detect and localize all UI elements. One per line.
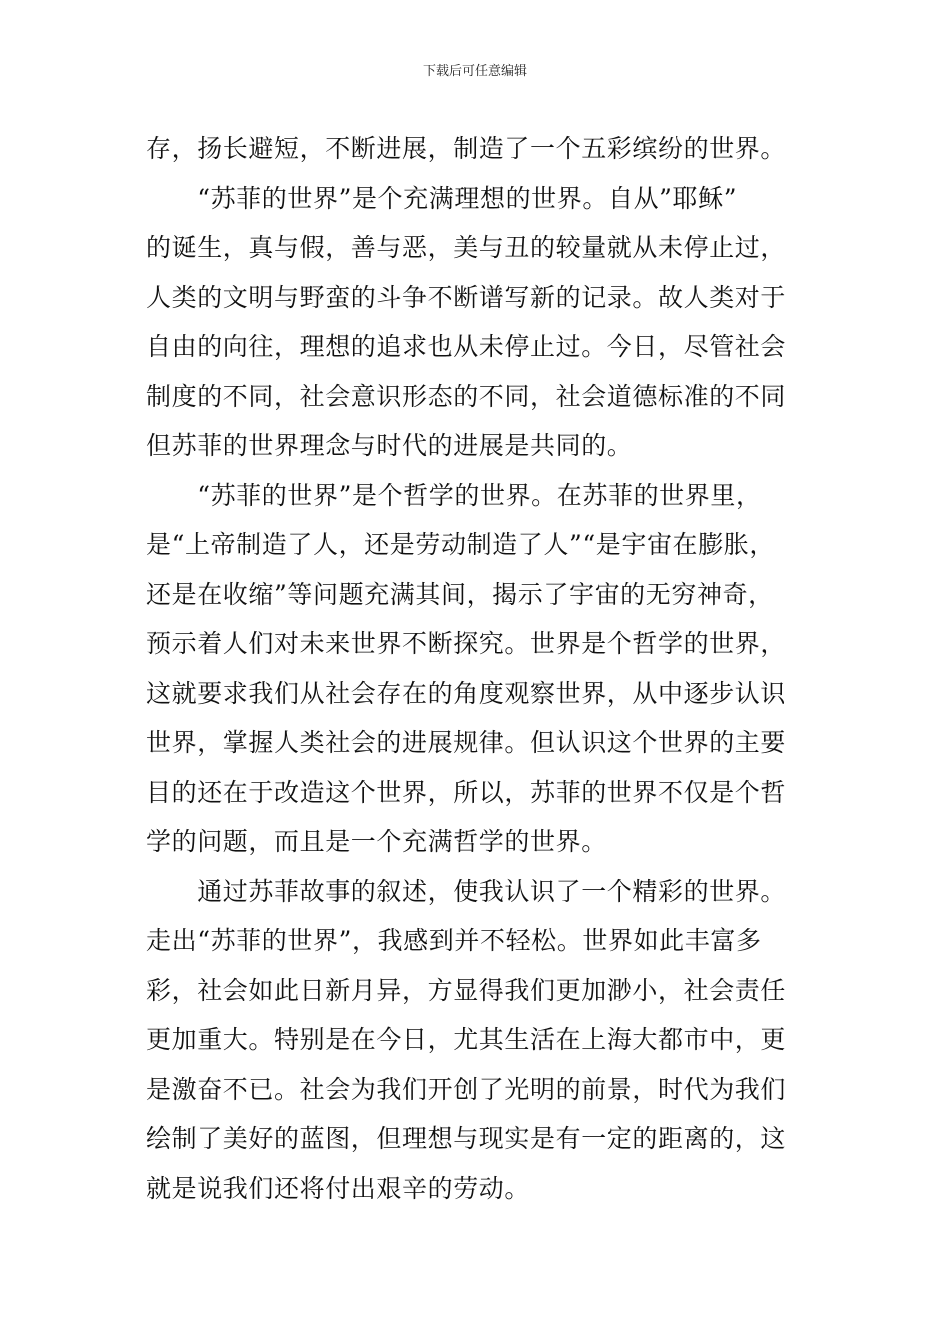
text-line: 学的问题，而且是一个充满哲学的世界。 [146, 827, 607, 856]
text-line: 走出“苏菲的世界”，我感到并不轻松。世界如此丰富多 [146, 926, 762, 955]
text-line: 但苏菲的世界理念与时代的进展是共同的。 [146, 431, 633, 460]
text-line: 目的还在于改造这个世界，所以，苏菲的世界不仅是个哲 [146, 777, 787, 807]
text-line: 彩，社会如此日新月异，方显得我们更加渺小，社会责任 [146, 975, 787, 1005]
text-line: 就是说我们还将付出艰辛的劳动。 [146, 1173, 531, 1203]
page-header: 下载后可任意编辑 [422, 64, 527, 79]
text-line: 更加重大。特别是在今日，尤其生活在上海大都市中，更 [146, 1025, 787, 1054]
text-line: 制度的不同，社会意识形态的不同，社会道德标准的不同 [146, 381, 787, 411]
text-line: 人类的文明与野蛮的斗争不断谱写新的记录。故人类对于 [146, 282, 787, 312]
text-line: 世界，掌握人类社会的进展规律。但认识这个世界的主要 [146, 728, 787, 757]
text-line: “苏菲的世界”是个充满理想的世界。自从”耶稣” [146, 183, 738, 213]
text-line: 存，扬长避短，不断进展，制造了一个五彩缤纷的世界。 [146, 134, 787, 163]
text-line: 绘制了美好的蓝图，但理想与现实是有一定的距离的，这 [146, 1124, 787, 1153]
text-line: 的诞生，真与假，善与恶，美与丑的较量就从未停止过， [146, 233, 787, 262]
text-line: 这就要求我们从社会存在的角度观察世界，从中逐步认识 [146, 678, 787, 708]
text-line: 是“上帝制造了人，还是劳动制造了人”“是宇宙在膨胀， [146, 530, 775, 559]
text-line: “苏菲的世界”是个哲学的世界。在苏菲的世界里， [146, 480, 762, 510]
text-line: 自由的向往，理想的追求也从未停止过。今日，尽管社会 [146, 332, 787, 361]
text-line: 还是在收缩”等问题充满其间，揭示了宇宙的无穷神奇， [146, 579, 774, 609]
text-line: 通过苏菲故事的叙述，使我认识了一个精彩的世界。 [146, 876, 787, 906]
text-line: 是激奋不已。社会为我们开创了光明的前景，时代为我们 [146, 1074, 787, 1104]
document-body [146, 124, 836, 1213]
text-line: 预示着人们对未来世界不断探究。世界是个哲学的世界， [146, 629, 787, 658]
